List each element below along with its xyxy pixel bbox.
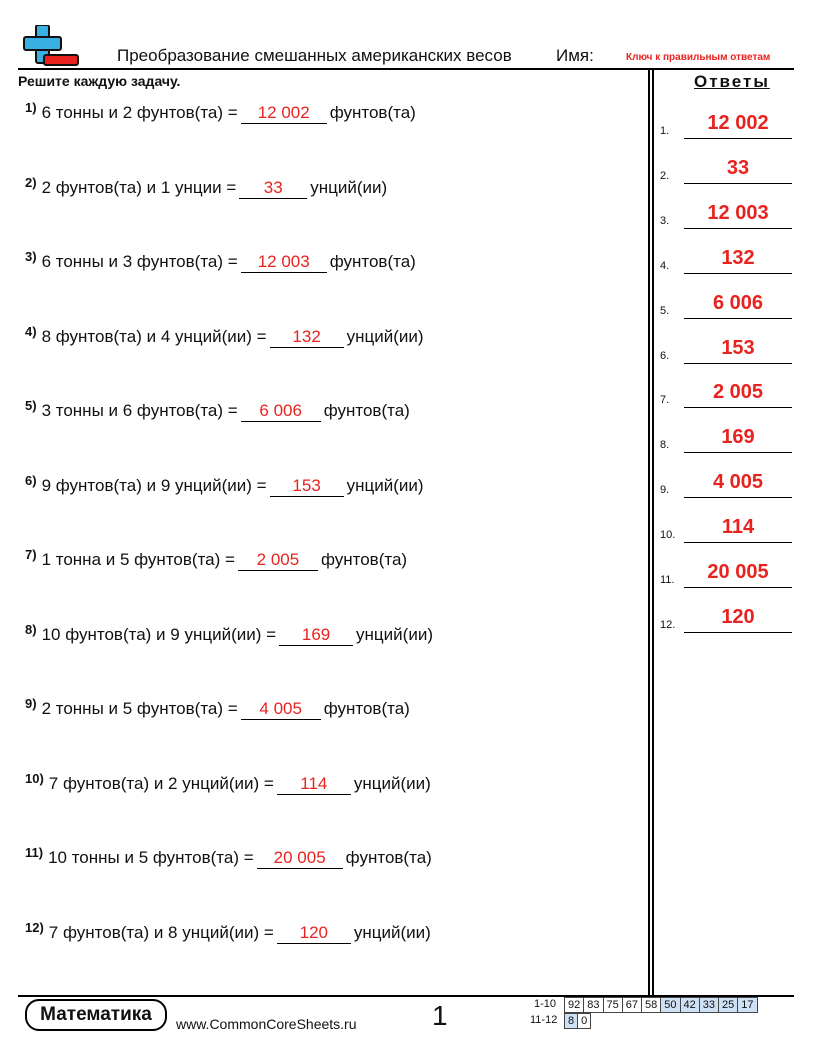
score-cell: 8: [565, 1014, 578, 1029]
problem-row: [25, 473, 424, 499]
problem-number: 3): [25, 249, 37, 264]
answer-value: 12 002: [684, 116, 792, 139]
problem-text: 8 фунтов(та) и 4 унций(ии) =: [41, 326, 267, 346]
problem-unit: унций(ии): [353, 773, 431, 793]
problem-unit: унций(ии): [346, 326, 424, 346]
problem-text: 1 тонна и 5 фунтов(та) =: [41, 550, 235, 569]
answer-blank[interactable]: 12 002: [241, 103, 327, 124]
answer-blank[interactable]: 169: [279, 625, 353, 646]
problem-number: 2): [25, 174, 37, 190]
problem-row: [25, 622, 433, 648]
answer-number: 2.: [660, 169, 670, 182]
answer-row: [660, 603, 792, 633]
problem-unit: фунтов(та): [320, 550, 408, 569]
score-cell: 67: [622, 998, 641, 1013]
worksheet-title: Преобразование смешанных американских весов: [117, 46, 512, 65]
answer-blank[interactable]: 153: [270, 476, 344, 497]
answer-number: 8.: [660, 439, 670, 452]
answer-row: [660, 109, 792, 139]
problem-text: 6 тонны и 3 фунтов(та) =: [41, 252, 238, 271]
problem-text: 10 фунтов(та) и 9 унций(ии) =: [41, 624, 277, 644]
problem-number: 12): [25, 919, 44, 935]
problem-text: 9 фунтов(та) и 9 унций(ии) =: [41, 475, 267, 495]
problem-unit: фунтов(та): [323, 699, 410, 718]
answer-value: 153: [684, 341, 792, 364]
answer-value: 6 006: [684, 296, 792, 319]
problem-text: 7 фунтов(та) и 8 унций(ии) =: [48, 922, 274, 942]
answer-value: 132: [684, 251, 792, 274]
answer-value: 4 005: [684, 475, 792, 498]
problem-number: 4): [25, 323, 37, 339]
answer-blank[interactable]: 2 005: [238, 550, 318, 571]
plus-minus-logo-icon: [22, 25, 80, 67]
answer-row: [660, 468, 792, 498]
score-cell: 58: [642, 998, 661, 1013]
problem-row: [25, 324, 424, 350]
problem-number: 11): [25, 845, 44, 860]
instructions: Решите каждую задачу.: [18, 73, 181, 89]
problem-row: [25, 696, 410, 722]
problem-unit: унций(ии): [310, 177, 388, 197]
answer-row: [660, 154, 792, 184]
score-row: [564, 1013, 591, 1029]
problem-unit: фунтов(та): [329, 252, 416, 271]
problem-row: [25, 771, 431, 797]
answer-row: [660, 334, 792, 364]
answer-blank[interactable]: 6 006: [241, 401, 321, 422]
answer-number: 3.: [660, 214, 670, 227]
answer-blank[interactable]: 33: [239, 178, 307, 199]
score-cell: 33: [699, 998, 718, 1013]
problem-row: [25, 249, 416, 275]
answer-blank[interactable]: 12 003: [241, 252, 327, 273]
answers-title: Ответы: [694, 72, 770, 91]
score-cell: 25: [719, 998, 738, 1013]
answer-value: 20 005: [684, 565, 792, 588]
problem-row: [25, 547, 407, 573]
score-row-label: 11-12: [530, 1014, 558, 1026]
problem-text: 2 тонны и 5 фунтов(та) =: [41, 699, 238, 718]
problem-number: 8): [25, 621, 37, 637]
answer-value: 169: [684, 430, 792, 453]
problem-text: 7 фунтов(та) и 2 унций(ии) =: [48, 773, 274, 793]
problem-text: 6 тонны и 2 фунтов(та) =: [41, 103, 238, 122]
score-row: [564, 997, 758, 1013]
problem-unit: фунтов(та): [323, 401, 410, 420]
brand-badge: Математика: [25, 999, 167, 1031]
answer-value: 12 003: [684, 206, 792, 229]
answer-value: 2 005: [684, 385, 792, 408]
problem-text: 3 тонны и 6 фунтов(та) =: [41, 401, 238, 420]
answer-blank[interactable]: 114: [277, 774, 351, 795]
header-divider: [18, 68, 794, 70]
answer-column-divider-right: [652, 68, 654, 996]
problem-row: [25, 398, 410, 424]
answer-row: [660, 378, 792, 408]
answer-value: 120: [684, 610, 792, 633]
problem-number: 1): [25, 100, 37, 115]
answer-number: 1.: [660, 125, 670, 137]
answer-number: 4.: [660, 259, 670, 272]
site-url[interactable]: www.CommonCoreSheets.ru: [176, 1016, 357, 1032]
problem-number: 7): [25, 547, 37, 562]
problem-number: 5): [25, 398, 37, 413]
answer-row: [660, 423, 792, 453]
score-cell: 75: [603, 998, 622, 1013]
problem-row: [25, 100, 416, 126]
answer-number: 9.: [660, 484, 670, 497]
problem-text: 2 фунтов(та) и 1 унции =: [41, 177, 237, 197]
answer-row: [660, 558, 792, 588]
answer-row: [660, 199, 792, 229]
answer-row: [660, 289, 792, 319]
answer-blank[interactable]: 120: [277, 923, 351, 944]
answer-value: 33: [684, 161, 792, 184]
problem-number: 9): [25, 696, 37, 711]
problem-row: [25, 175, 387, 201]
score-row-label: 1-10: [534, 998, 557, 1010]
score-cell: 50: [661, 998, 680, 1013]
problem-row: [25, 920, 431, 946]
answer-number: 7.: [660, 394, 670, 407]
answer-number: 10.: [660, 529, 676, 542]
problem-row: [25, 845, 432, 871]
score-cell: 83: [584, 998, 603, 1013]
answer-blank[interactable]: 132: [270, 327, 344, 348]
page-number: 1: [432, 1000, 448, 1031]
answer-number: 6.: [660, 349, 670, 362]
score-cell: 0: [578, 1014, 591, 1029]
answer-number: 12.: [660, 618, 676, 631]
answer-column-divider-left: [648, 68, 650, 996]
answer-value: 114: [684, 520, 792, 543]
problem-unit: унций(ии): [346, 475, 424, 495]
answer-row: [660, 244, 792, 274]
problem-number: 10): [25, 770, 44, 786]
score-cell: 17: [738, 998, 757, 1013]
problem-unit: фунтов(та): [345, 848, 432, 867]
problem-unit: унций(ии): [356, 624, 433, 644]
answer-key-label: Ключ к правильным ответам: [626, 52, 771, 63]
problem-text: 10 тонны и 5 фунтов(та) =: [48, 848, 254, 867]
answer-blank[interactable]: 20 005: [257, 848, 343, 869]
problem-unit: фунтов(та): [329, 103, 416, 122]
score-cell: 42: [680, 998, 699, 1013]
problem-number: 6): [25, 472, 37, 488]
score-cell: 92: [565, 998, 584, 1013]
answer-number: 11.: [660, 574, 675, 586]
answer-row: [660, 513, 792, 543]
name-label: Имя:: [556, 46, 594, 65]
answer-blank[interactable]: 4 005: [241, 699, 321, 720]
problem-unit: унций(ии): [353, 922, 431, 942]
answer-number: 5.: [660, 304, 670, 317]
